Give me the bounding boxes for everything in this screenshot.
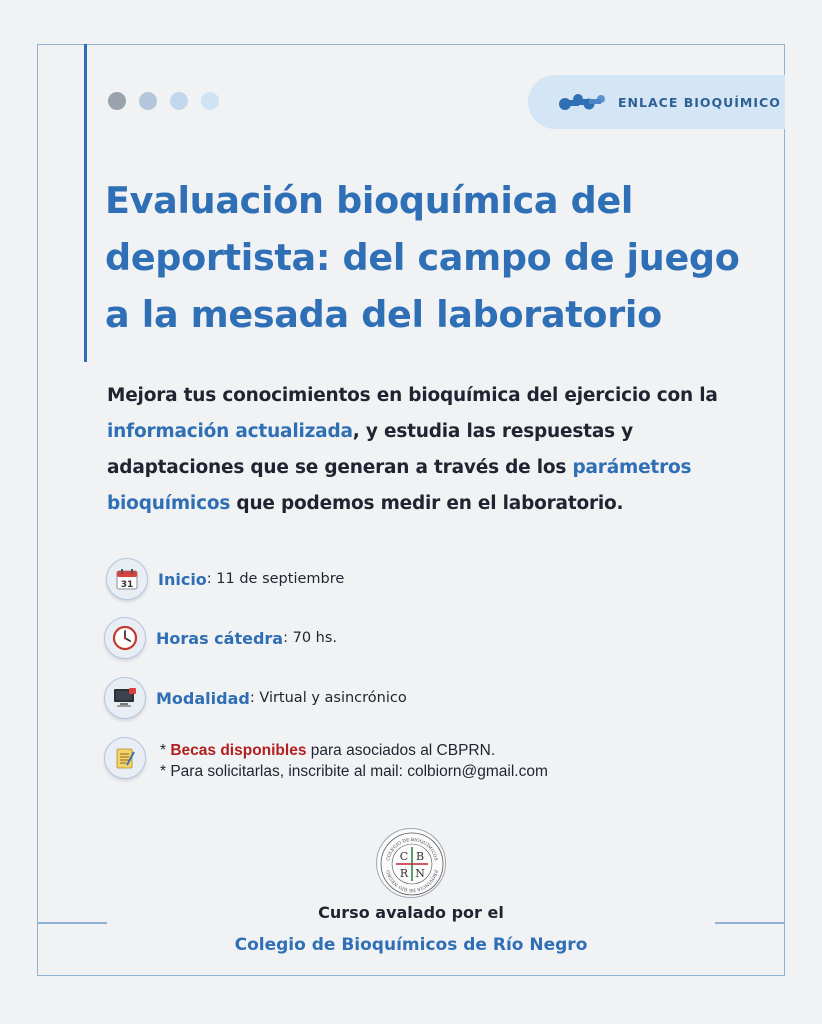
becas-note — [160, 740, 548, 782]
mode-row — [104, 677, 407, 719]
start-date-row — [106, 558, 344, 600]
svg-text:N: N — [415, 867, 425, 880]
dot-1 — [108, 92, 126, 110]
svg-text:31: 31 — [120, 580, 134, 590]
notepad-icon — [113, 746, 137, 770]
desc-highlight-2: parámetros bioquímicos — [107, 457, 692, 514]
svg-text:PROVINCIA DE RÍO NEGRO: PROVINCIA DE RÍO NEGRO — [386, 869, 438, 893]
svg-text:C: C — [399, 850, 409, 863]
becas-prefix: * — [160, 742, 171, 759]
mode-label: Modalidad — [156, 688, 250, 708]
brand-name: ENLACE BIOQUÍMICO — [618, 94, 781, 110]
course-description — [107, 378, 757, 522]
computer-icon-circle — [104, 677, 146, 719]
endorsing-institution: Colegio de Bioquímicos de Río Negro — [234, 935, 588, 955]
hours-value: : 70 hs. — [283, 630, 338, 646]
becas-icon-row — [104, 737, 146, 779]
mode-value: : Virtual y asincrónico — [249, 690, 407, 706]
computer-icon — [112, 687, 138, 709]
title-line-1: Evaluación bioquímica del — [105, 179, 634, 222]
notepad-icon-circle — [104, 737, 146, 779]
college-seal-icon — [377, 829, 447, 899]
endorsement-text: Curso avalado por el — [318, 903, 504, 922]
dot-2 — [139, 92, 157, 110]
molecule-logo-icon — [558, 91, 606, 113]
title-line-3: a la mesada del laboratorio — [105, 293, 662, 336]
desc-highlight-1: información actualizada — [107, 421, 353, 442]
desc-text-2: , y estudia las respuestas y adaptaciones que se generan a través de los — [107, 421, 634, 478]
page-title — [105, 172, 795, 343]
clock-icon-circle — [104, 617, 146, 659]
footer-line-right — [715, 922, 785, 924]
becas-line-2: * Para solicitarlas, inscribite al mail: colbiorn@gmail.com — [160, 763, 548, 780]
clock-icon — [112, 625, 138, 651]
footer-line-left — [37, 922, 107, 924]
becas-highlight: Becas disponibles — [170, 742, 307, 759]
dot-4 — [201, 92, 219, 110]
decorative-dots — [108, 92, 219, 110]
hours-row — [104, 617, 337, 659]
desc-text-3: que podemos medir en el laboratorio. — [230, 493, 624, 514]
start-label: Inicio — [158, 569, 207, 589]
accent-vertical-line — [84, 44, 87, 362]
hours-label: Horas cátedra — [156, 628, 284, 648]
brand-badge — [528, 75, 785, 129]
svg-text:B: B — [415, 850, 425, 863]
college-seal — [376, 828, 446, 898]
calendar-icon — [115, 567, 139, 591]
start-value: : 11 de septiembre — [206, 571, 345, 587]
becas-line-1 — [160, 740, 548, 761]
title-line-2: deportista: del campo de juego — [105, 236, 740, 279]
dot-3 — [170, 92, 188, 110]
becas-suffix: para asociados al CBPRN. — [306, 742, 496, 759]
svg-text:COLEGIO DE BIOQUÍMICOS: COLEGIO DE BIOQUÍMICOS — [386, 837, 438, 862]
svg-text:R: R — [399, 867, 409, 880]
calendar-icon-circle — [106, 558, 148, 600]
desc-text-1: Mejora tus conocimientos en bioquímica del ejercicio con la — [107, 385, 718, 406]
